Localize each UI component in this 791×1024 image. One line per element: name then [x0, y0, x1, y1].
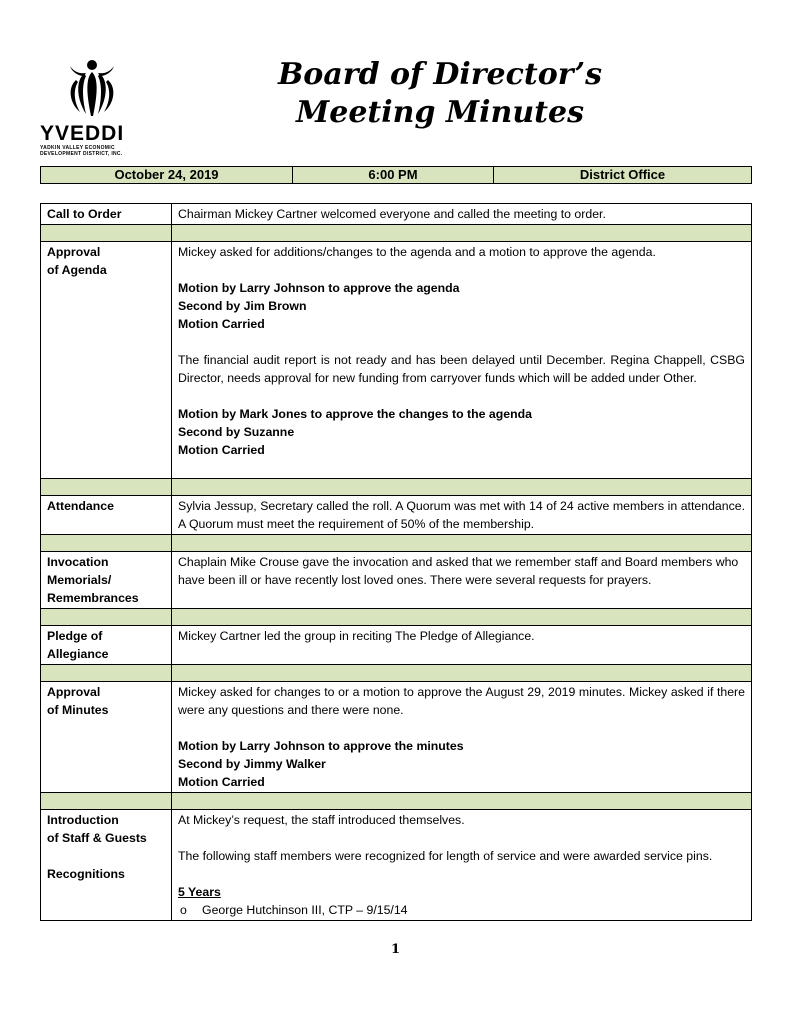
introduction-label [41, 810, 172, 921]
years-heading: 5 Years [178, 885, 221, 899]
spacer-row [41, 535, 752, 552]
introduction-label-line-1: Introduction [47, 813, 119, 827]
minutes-label-line-2: of Minutes [47, 703, 109, 717]
attendance-label: Attendance [41, 496, 172, 535]
recognitions-label: Recognitions [47, 867, 125, 881]
list-item-text: George Hutchinson III, CTP – 9/15/14 [202, 903, 408, 917]
bullet-marker: o [180, 903, 187, 917]
row-invocation [41, 552, 752, 609]
agenda-carried-1: Motion Carried [178, 317, 265, 331]
spacer-row [41, 479, 752, 496]
spacer-row [41, 609, 752, 626]
agenda-motion-1: Motion by Larry Johnson to approve the agenda [178, 281, 460, 295]
minutes-text: Mickey asked for changes to or a motion to approve the August 29, 2019 minutes. Mickey asked if there were any questions and there were none. [178, 685, 745, 717]
pledge-label [41, 626, 172, 665]
logo-subtitle: YADKIN VALLEY ECONOMIC DEVELOPMENT DISTRICT, INC. [40, 145, 123, 157]
logo-name: YVEDDI [40, 122, 125, 145]
row-pledge [41, 626, 752, 665]
attendance-text: Sylvia Jessup, Secretary called the roll. A Quorum was met with 14 of 24 active members in attendance. A Quorum must meet the requirement of 50% of the membership. [172, 496, 752, 535]
meeting-date: October 24, 2019 [41, 167, 293, 183]
agenda-label-line-1: Approval [47, 245, 101, 259]
agenda-intro: Mickey asked for additions/changes to the agenda and a motion to approve the agenda. [178, 245, 656, 259]
document-title [230, 56, 650, 132]
agenda-paragraph: The financial audit report is not ready and has been delayed until December. Regina Chappell, CSBG Director, needs approval for new funding from carryover funds which will be added under Other. [178, 353, 745, 385]
invocation-label-line-2: Memorials/ [47, 573, 112, 587]
agenda-second-2: Second by Suzanne [178, 425, 295, 439]
meeting-info-bar [40, 166, 752, 184]
row-approval-of-minutes [41, 682, 752, 793]
minutes-label-line-1: Approval [47, 685, 101, 699]
minutes-motion: Motion by Larry Johnson to approve the minutes [178, 739, 464, 753]
pledge-label-line-1: Pledge of [47, 629, 103, 643]
introduction-label-line-2: of Staff & Guests [47, 831, 147, 845]
introduction-text-1: At Mickey’s request, the staff introduced themselves. [178, 813, 465, 827]
agenda-motion-2: Motion by Mark Jones to approve the changes to the agenda [178, 407, 532, 421]
minutes-table [40, 203, 752, 921]
list-item [178, 901, 745, 919]
spacer-row [41, 225, 752, 242]
yveddi-logo [40, 58, 144, 162]
meeting-location: District Office [579, 167, 666, 182]
call-to-order-label: Call to Order [41, 204, 172, 225]
row-call-to-order [41, 204, 752, 225]
pledge-text: Mickey Cartner led the group in reciting The Pledge of Allegiance. [172, 626, 752, 665]
row-attendance [41, 496, 752, 535]
invocation-label-line-1: Invocation [47, 555, 109, 569]
agenda-content [172, 242, 752, 479]
call-to-order-text: Chairman Mickey Cartner welcomed everyone and called the meeting to order. [172, 204, 752, 225]
row-introduction [41, 810, 752, 921]
introduction-text-2: The following staff members were recognized for length of service and were awarded service pins. [178, 849, 713, 863]
minutes-carried: Motion Carried [178, 775, 265, 789]
row-approval-of-agenda [41, 242, 752, 479]
agenda-second-1: Second by Jim Brown [178, 299, 307, 313]
pledge-label-line-2: Allegiance [47, 647, 109, 661]
spacer-row [41, 793, 752, 810]
page-number: 1 [390, 942, 401, 957]
invocation-label [41, 552, 172, 609]
minutes-second: Second by Jimmy Walker [178, 757, 326, 771]
agenda-label [41, 242, 172, 479]
meeting-time: 6:00 PM [293, 167, 494, 183]
people-logo-icon [62, 58, 122, 120]
title-line-2: Meeting Minutes [296, 95, 584, 130]
agenda-carried-2: Motion Carried [178, 443, 265, 457]
invocation-label-line-3: Remembrances [47, 591, 139, 605]
minutes-label [41, 682, 172, 793]
agenda-label-line-2: of Agenda [47, 263, 107, 277]
spacer-row [41, 665, 752, 682]
title-line-1: Board of Director’s [277, 57, 603, 92]
invocation-text: Chaplain Mike Crouse gave the invocation and asked that we remember staff and Board members who have been ill or have recently lost loved ones. There were several requests for prayers. [172, 552, 752, 609]
minutes-content [172, 682, 752, 793]
introduction-content [172, 810, 752, 921]
